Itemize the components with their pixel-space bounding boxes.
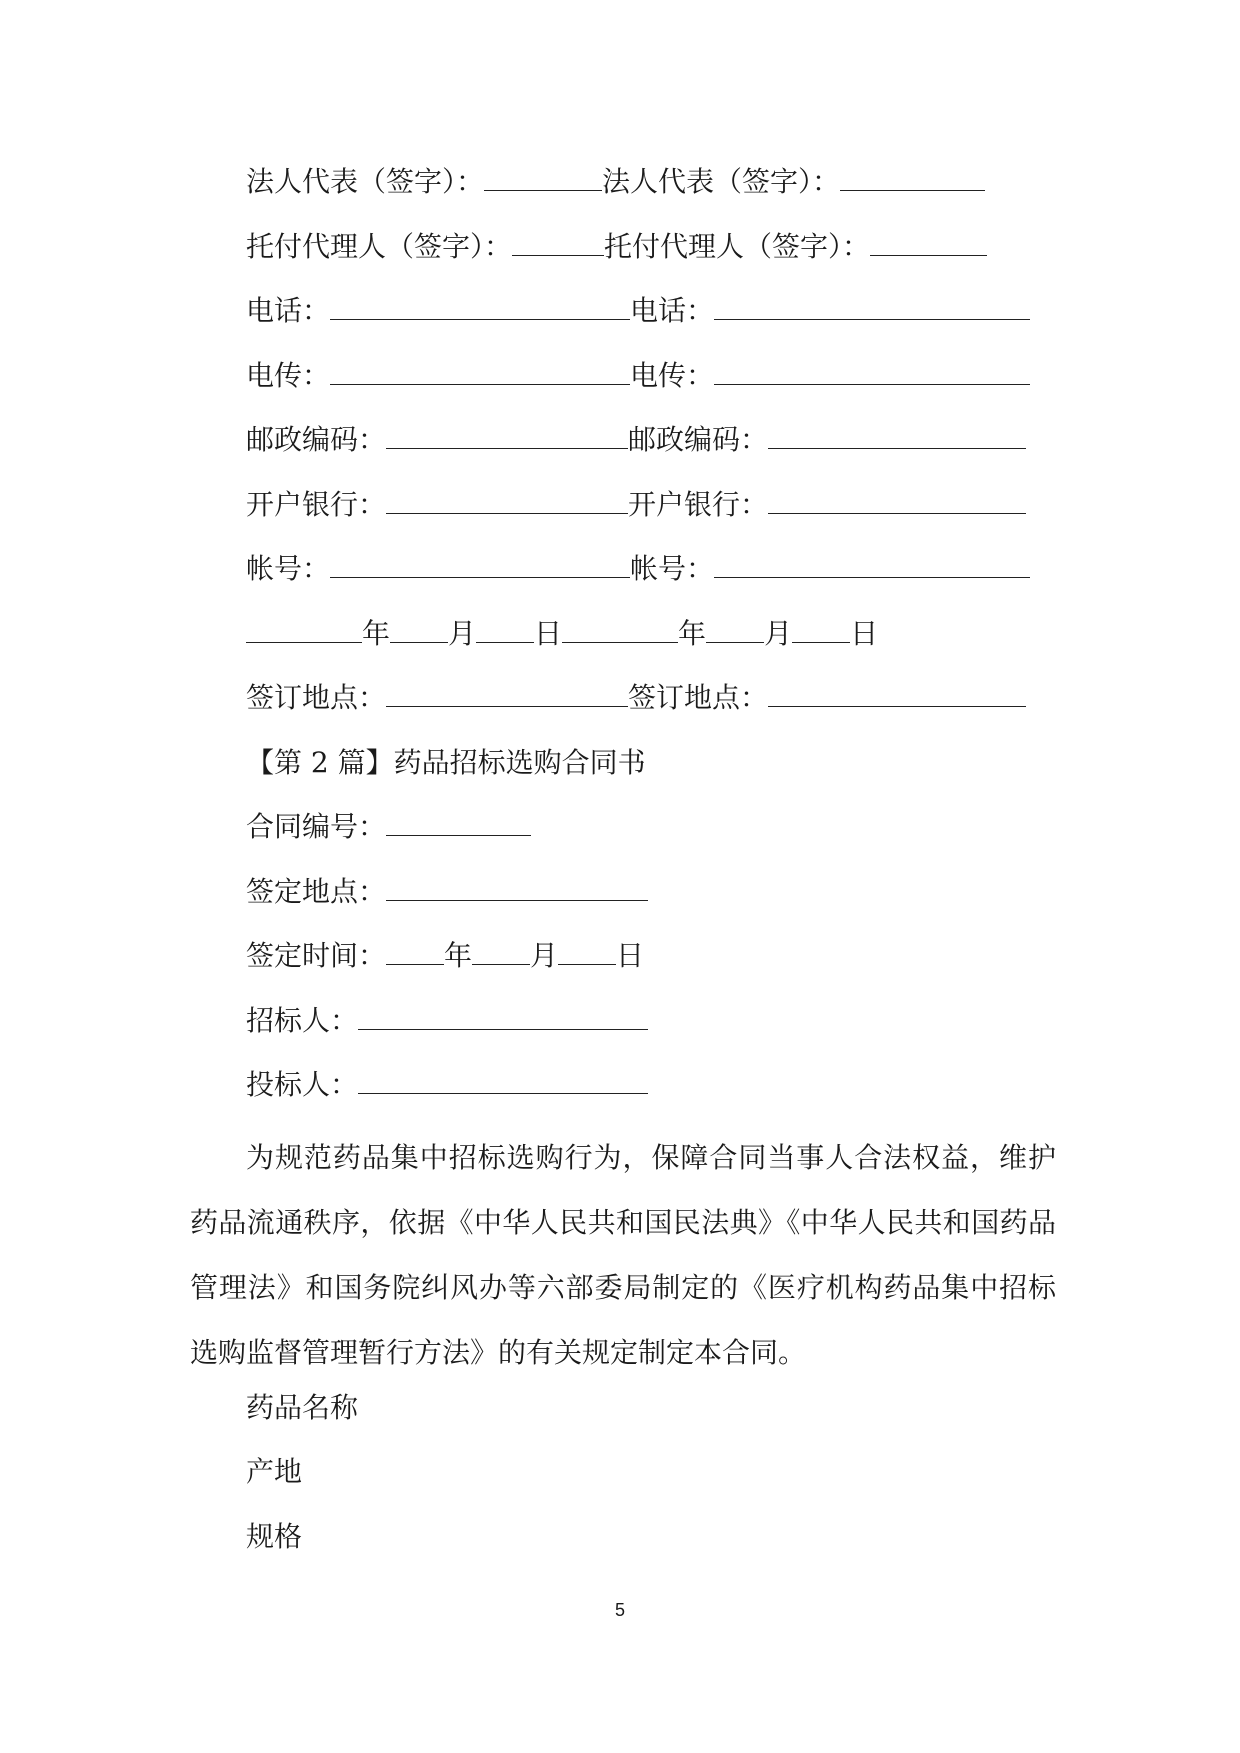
account-blank-b — [714, 551, 1030, 578]
place-label-a: 签订地点： — [246, 681, 387, 714]
postcode-label-a: 邮政编码： — [246, 423, 387, 456]
postcode-blank-b — [768, 422, 1026, 449]
fax-label-a: 电传： — [246, 359, 331, 392]
account-blank-a — [330, 551, 630, 578]
phone-label-b: 电话： — [630, 294, 715, 327]
sign-month-label: 月 — [530, 939, 559, 972]
agent-blank-a — [512, 229, 604, 256]
day-label-b: 日 — [850, 617, 879, 650]
account-label-a: 帐号： — [246, 552, 331, 585]
phone-blank-b — [714, 293, 1030, 320]
place-row — [246, 678, 1026, 718]
place-blank-a — [386, 680, 628, 707]
month-label-a: 月 — [448, 617, 477, 650]
legal-rep-label-b: 法人代表（签字）： — [602, 165, 841, 198]
agent-blank-b — [870, 229, 987, 256]
postcode-row — [246, 420, 1026, 460]
day-blank-b — [792, 616, 850, 643]
sign-day-label: 日 — [616, 939, 645, 972]
contract-no-label: 合同编号： — [246, 810, 387, 843]
bank-label-b: 开户银行： — [628, 488, 769, 521]
bank-row — [246, 485, 1026, 525]
sign-place-row — [246, 872, 648, 912]
bank-label-a: 开户银行： — [246, 488, 387, 521]
bidder-label: 投标人： — [246, 1068, 359, 1101]
date-row — [246, 614, 878, 654]
year-label-a: 年 — [362, 617, 391, 650]
phone-label-a: 电话： — [246, 294, 331, 327]
sign-year-blank — [386, 938, 444, 965]
contract-no-blank — [386, 809, 531, 836]
sign-place-label: 签定地点： — [246, 875, 387, 908]
postcode-label-b: 邮政编码： — [628, 423, 769, 456]
postcode-blank-a — [386, 422, 628, 449]
bidder-blank — [358, 1067, 648, 1094]
bank-blank-a — [386, 487, 628, 514]
section-heading: 【第 2 篇】药品招标选购合同书 — [246, 746, 646, 779]
fax-row — [246, 356, 1030, 396]
fax-blank-a — [330, 358, 630, 385]
month-blank-b — [706, 616, 764, 643]
sign-time-row — [246, 936, 644, 976]
year-blank-b — [562, 616, 678, 643]
intro-paragraph: 为规范药品集中招标选购行为，保障合同当事人合法权益，维护药品流通秩序，依据《中华人民共和国民法典》《中华人民共和国药品管理法》和国务院纠风办等六部委局制定的《医疗机构药品集中招标选购监督管理暂行方法》的有关规定制定本合同。 — [190, 1141, 1056, 1369]
agent-label-b: 托付代理人（签字）： — [604, 230, 871, 263]
bidder-row — [246, 1065, 648, 1105]
day-label-a: 日 — [534, 617, 563, 650]
agent-label-a: 托付代理人（签字）： — [246, 230, 513, 263]
place-label-b: 签订地点： — [628, 681, 769, 714]
month-blank-a — [390, 616, 448, 643]
fax-label-b: 电传： — [630, 359, 715, 392]
sign-time-label: 签定时间： — [246, 939, 387, 972]
legal-rep-row — [246, 162, 985, 202]
field-spec: 规格 — [246, 1520, 303, 1553]
page-number: 5 — [614, 1600, 625, 1620]
bank-blank-b — [768, 487, 1026, 514]
phone-blank-a — [330, 293, 630, 320]
phone-row — [246, 291, 1030, 331]
fax-blank-b — [714, 358, 1030, 385]
agent-row — [246, 227, 987, 267]
year-label-b: 年 — [678, 617, 707, 650]
sign-place-blank — [386, 874, 648, 901]
day-blank-a — [476, 616, 534, 643]
tenderer-row — [246, 1001, 648, 1041]
sign-day-blank — [558, 938, 616, 965]
field-origin: 产地 — [246, 1455, 303, 1488]
sign-month-blank — [472, 938, 530, 965]
field-drug-name: 药品名称 — [246, 1391, 359, 1424]
legal-rep-blank-b — [840, 164, 985, 191]
legal-rep-label-a: 法人代表（签字）： — [246, 165, 485, 198]
account-row — [246, 549, 1030, 589]
sign-year-label: 年 — [444, 939, 473, 972]
tenderer-blank — [358, 1003, 648, 1030]
tenderer-label: 招标人： — [246, 1004, 359, 1037]
year-blank-a — [246, 616, 362, 643]
month-label-b: 月 — [764, 617, 793, 650]
contract-no-row — [246, 807, 531, 847]
account-label-b: 帐号： — [630, 552, 715, 585]
place-blank-b — [768, 680, 1026, 707]
legal-rep-blank-a — [484, 164, 602, 191]
